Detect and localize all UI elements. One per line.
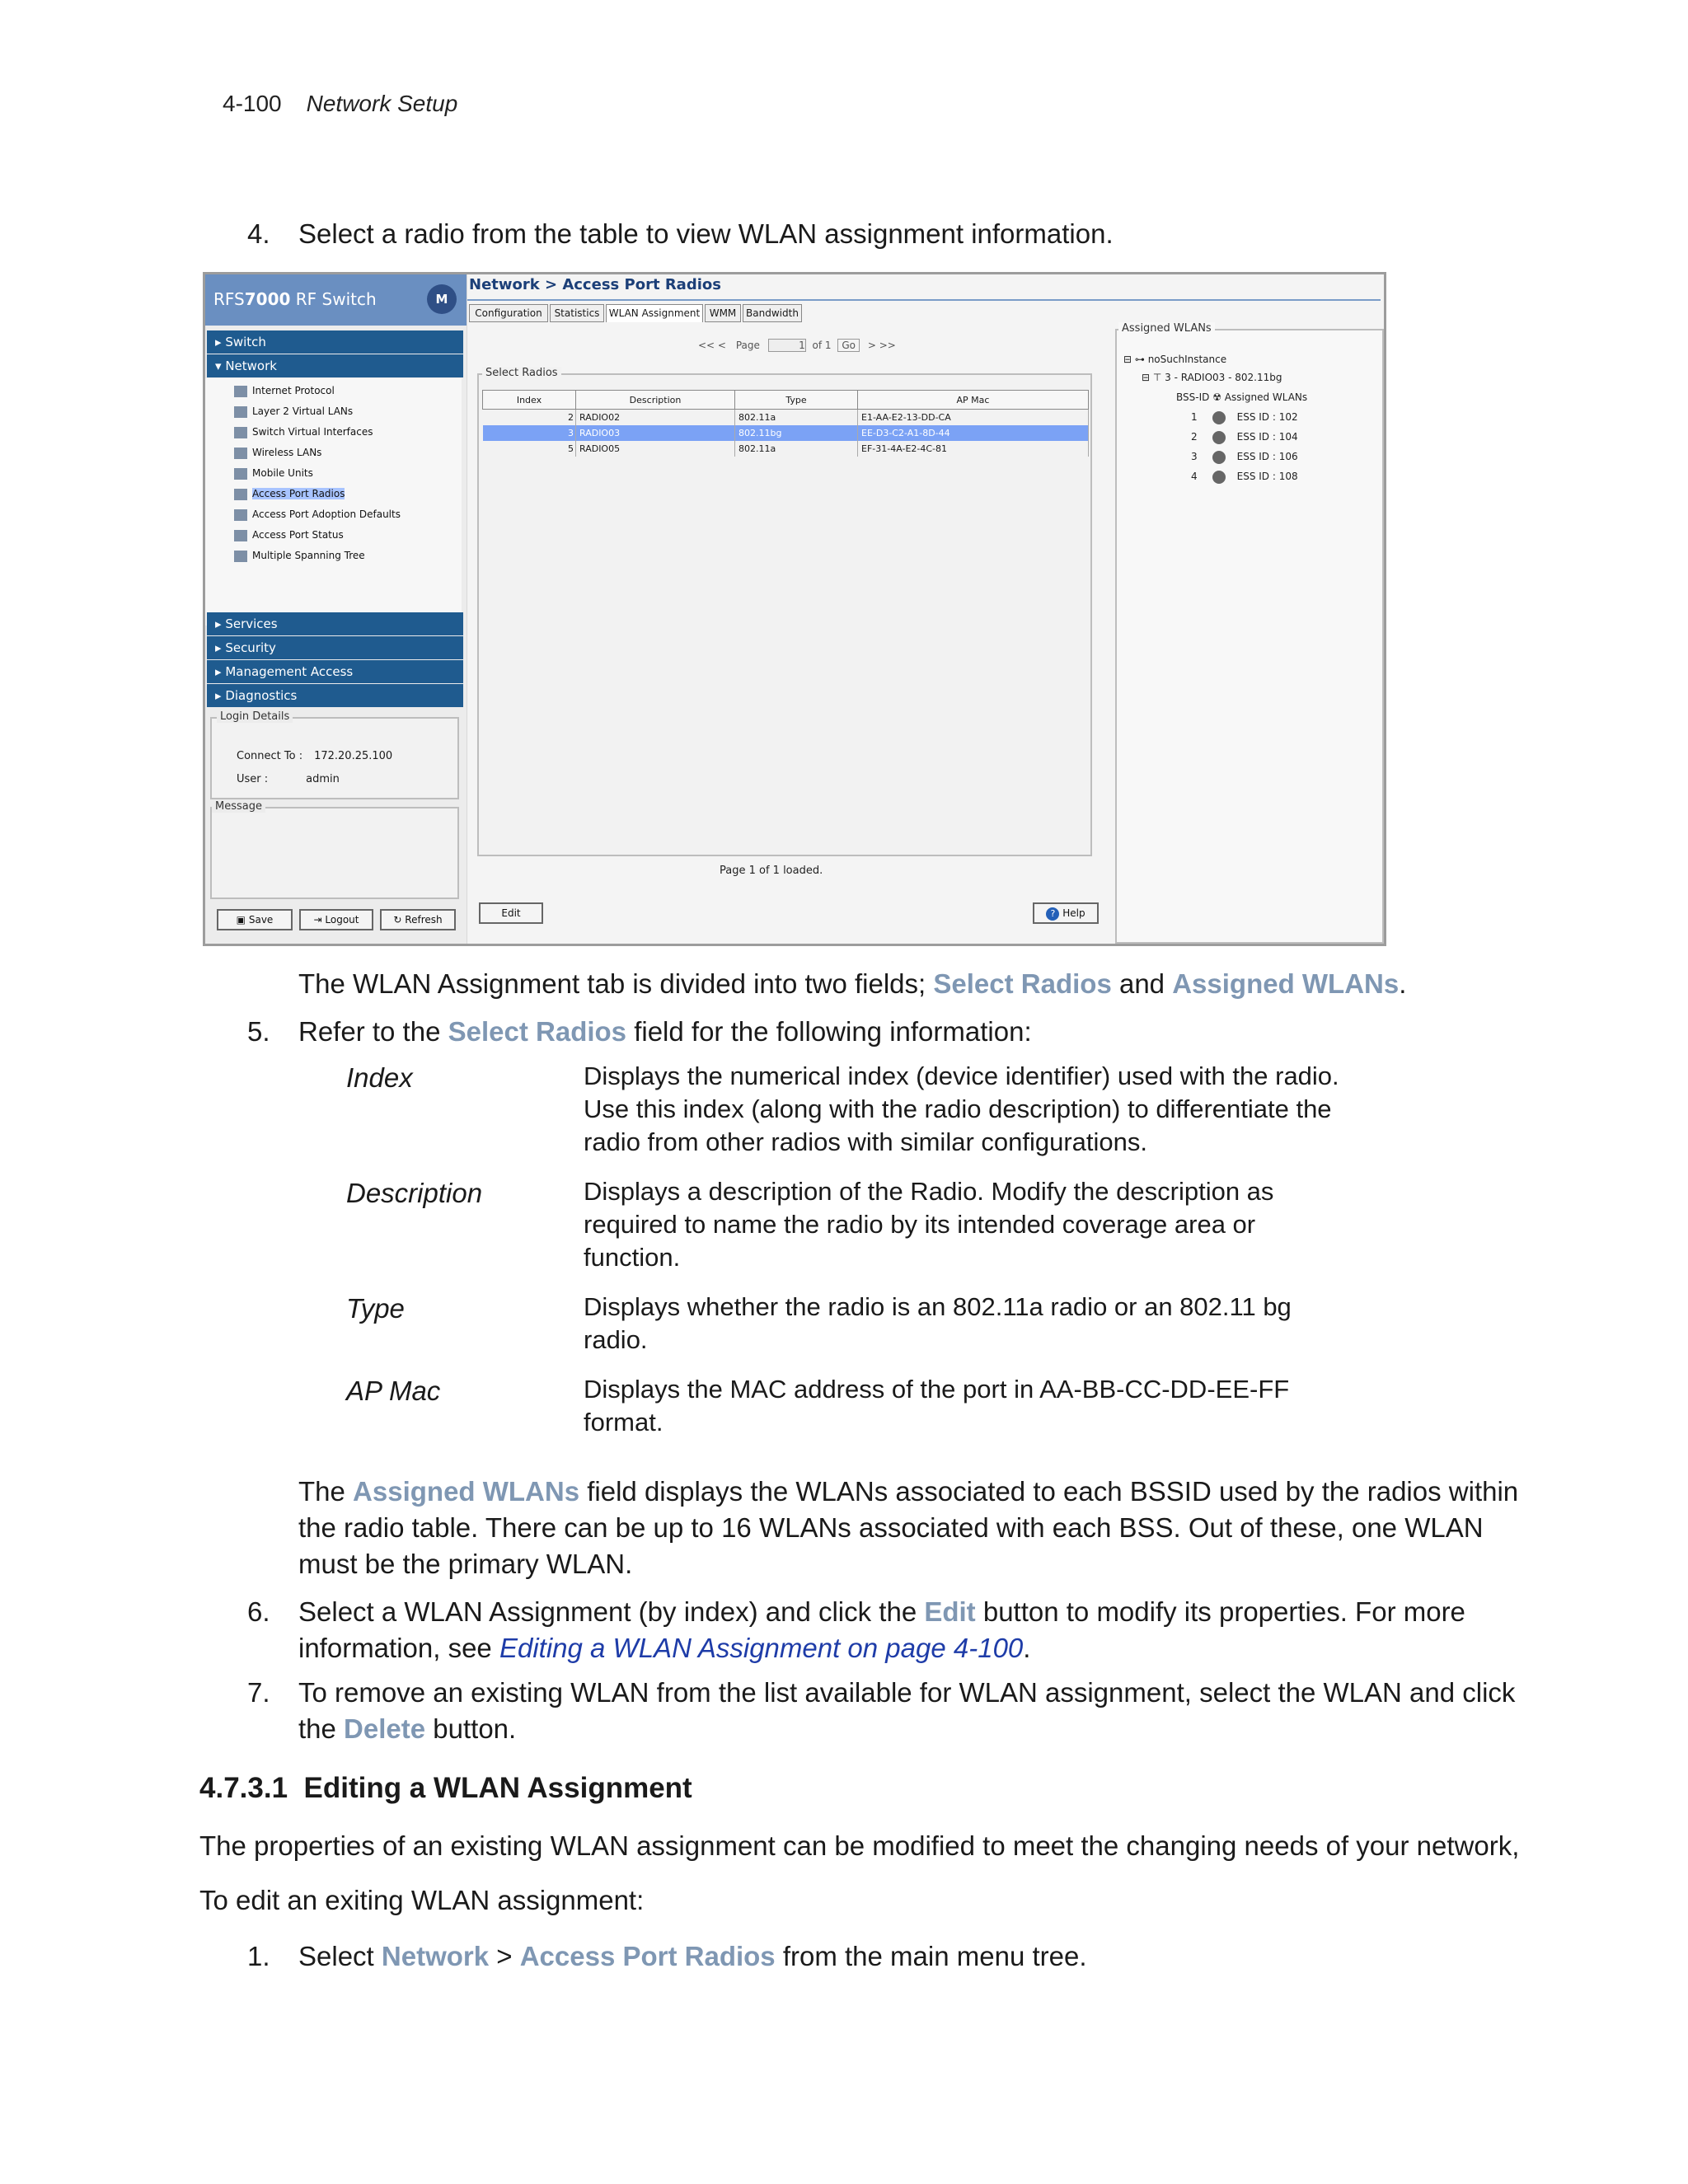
nav-diagnostics[interactable]: ▸ Diagnostics xyxy=(207,684,463,707)
status-text: Page 1 of 1 loaded. xyxy=(720,865,823,877)
wlan-entry[interactable]: 1 ESS ID : 102 xyxy=(1191,411,1298,423)
paragraph-to-edit: To edit an exiting WLAN assignment: xyxy=(199,1885,645,1915)
nav-network[interactable]: ▾ Network xyxy=(207,354,463,377)
brand-bar xyxy=(205,274,467,326)
wlan-entry[interactable]: 4 ESS ID : 108 xyxy=(1191,471,1298,482)
motorola-logo-icon: M xyxy=(427,284,457,314)
tab-bandwidth[interactable]: Bandwidth xyxy=(743,304,802,322)
left-nav-panel xyxy=(205,274,467,944)
tree-item-mobile-units[interactable]: Mobile Units xyxy=(234,464,313,482)
save-button[interactable]: ▣ Save xyxy=(217,909,293,930)
refresh-button[interactable]: ↻ Refresh xyxy=(380,909,456,930)
tree-item-layer2-vlans[interactable]: Layer 2 Virtual LANs xyxy=(234,402,353,420)
wlan-icon xyxy=(1212,431,1226,444)
refresh-icon: ↻ xyxy=(393,914,402,926)
paragraph-properties: The properties of an existing WLAN assignment can be modified to meet the changing needs of your network, xyxy=(199,1830,1520,1861)
assigned-wlans-group: Assigned WLANs ⊟ ⊶ noSuchInstance ⊟ ⊤ 3 - RADIO03 - 802.11bg BSS-ID ☢ Assigned WLANs 1 ESS ID : 102 2 ESS ID : 104 3 ESS ID : 106 4 ESS ID : 108 xyxy=(1115,329,1384,944)
table-row[interactable]: 5 RADIO05 802.11a EF-31-4A-E2-4C-81 xyxy=(483,441,1089,457)
radios-table xyxy=(482,390,1089,457)
network-icon: ⊶ xyxy=(1134,354,1145,365)
wireless-icon xyxy=(234,448,247,459)
logout-button[interactable]: ⇥ Logout xyxy=(299,909,373,930)
tree-root[interactable]: ⊟ ⊶ noSuchInstance xyxy=(1123,354,1227,365)
edit-button[interactable]: Edit xyxy=(479,902,543,924)
nav-security[interactable]: ▸ Security xyxy=(207,636,463,659)
nav-management-access[interactable]: ▸ Management Access xyxy=(207,660,463,683)
connect-to-value: 172.20.25.100 xyxy=(314,750,393,762)
mobile-icon xyxy=(234,468,247,480)
login-details-group: Login Details Connect To : 172.20.25.100 User : admin xyxy=(210,717,459,799)
save-icon: ▣ xyxy=(236,914,246,926)
tree-item-ap-status[interactable]: Access Port Status xyxy=(234,526,344,544)
tab-statistics[interactable]: Statistics xyxy=(550,304,604,322)
help-button[interactable]: ? Help xyxy=(1033,902,1099,924)
antenna-icon: ⊤ xyxy=(1152,372,1162,383)
col-description[interactable]: Description xyxy=(576,391,735,410)
user-value: admin xyxy=(306,773,340,785)
tree-item-mst[interactable]: Multiple Spanning Tree xyxy=(234,546,365,565)
network-icon xyxy=(234,551,247,562)
step-text: Select a radio from the table to view WLAN assignment information. xyxy=(298,218,1114,249)
tree-item-adoption-defaults[interactable]: Access Port Adoption Defaults xyxy=(234,505,401,523)
brand-title: RFS7000 RF Switch xyxy=(213,289,377,309)
network-icon xyxy=(234,406,247,418)
wlan-entry[interactable]: 2 ESS ID : 104 xyxy=(1191,431,1298,443)
wlan-icon xyxy=(1212,451,1226,464)
wlan-icon: ☢ xyxy=(1212,391,1221,403)
chapter-title: Network Setup xyxy=(306,91,458,116)
col-ap-mac[interactable]: AP Mac xyxy=(858,391,1089,410)
tree-item-wireless-lans[interactable]: Wireless LANs xyxy=(234,443,321,462)
page-input[interactable]: 1 xyxy=(768,339,806,352)
tab-wmm[interactable]: WMM xyxy=(705,304,741,322)
paragraph-tab-fields: The WLAN Assignment tab is divided into two fields; Select Radios and Assigned WLANs. xyxy=(298,968,1407,999)
main-panel xyxy=(467,274,1384,944)
table-row[interactable]: 2 RADIO02 802.11a E1-AA-E2-13-DD-CA xyxy=(483,410,1089,426)
tab-wlan-assignment[interactable]: WLAN Assignment xyxy=(606,304,703,322)
network-icon xyxy=(234,509,247,521)
antenna-icon xyxy=(234,489,247,500)
col-index[interactable]: Index xyxy=(483,391,576,410)
logout-icon: ⇥ xyxy=(313,914,322,926)
wlan-icon xyxy=(1212,471,1226,484)
xref-link[interactable]: Editing a WLAN Assignment on page 4-100 xyxy=(499,1633,1024,1663)
nav-services[interactable]: ▸ Services xyxy=(207,612,463,635)
tab-configuration[interactable]: Configuration xyxy=(469,304,548,322)
network-icon xyxy=(234,386,247,397)
switch-ui-screenshot xyxy=(203,272,1386,946)
col-type[interactable]: Type xyxy=(735,391,858,410)
pager: << < Page 1 of 1 Go > >> xyxy=(698,340,896,351)
paragraph-assigned-wlans: The Assigned WLANs field displays the WLANs associated to each BSSID used by the radios within the radio table. There can be up to 16 WLANs associated with each BSS. Out of these, one WLAN must be the primary WLAN. xyxy=(298,1476,1519,1579)
pager-next-button[interactable]: > >> xyxy=(867,340,896,351)
tree-bss-header: BSS-ID ☢ Assigned WLANs xyxy=(1176,391,1308,403)
tree-item-internet-protocol[interactable]: Internet Protocol xyxy=(234,382,335,400)
table-row-selected[interactable]: 3 RADIO03 802.11bg EE-D3-C2-A1-8D-44 xyxy=(483,425,1089,441)
step-number: 4. xyxy=(247,218,270,249)
wlan-entry[interactable]: 3 ESS ID : 106 xyxy=(1191,451,1298,462)
network-icon xyxy=(234,427,247,438)
nav-switch[interactable]: ▸ Switch xyxy=(207,330,463,354)
pager-prev-button[interactable]: << < xyxy=(698,340,726,351)
tree-radio-node[interactable]: ⊟ ⊤ 3 - RADIO03 - 802.11bg xyxy=(1142,372,1282,383)
tree-item-svi[interactable]: Switch Virtual Interfaces xyxy=(234,423,373,441)
message-group: Message xyxy=(210,807,459,899)
wlan-icon xyxy=(1212,411,1226,424)
select-radios-group: Select Radios Index Description Type AP Mac 2 RADIO02 802.11a E1-AA-E2-13-DD-CA 3 RADIO03 802.11bg EE-D3-C2-A1-8D-44 5 RADIO05 802.11a EF-31-4A-E2-4C-81 xyxy=(477,373,1092,856)
page-number: 4-100 xyxy=(223,91,282,116)
breadcrumb: Network > Access Port Radios xyxy=(469,276,721,293)
tree-item-access-port-radios[interactable]: Access Port Radios xyxy=(234,485,345,503)
help-icon: ? xyxy=(1046,907,1059,921)
running-header xyxy=(223,91,457,117)
network-tree xyxy=(205,378,462,626)
network-icon xyxy=(234,530,247,541)
go-button[interactable]: Go xyxy=(837,339,860,352)
section-heading: 4.7.3.1 Editing a WLAN Assignment xyxy=(199,1772,692,1804)
